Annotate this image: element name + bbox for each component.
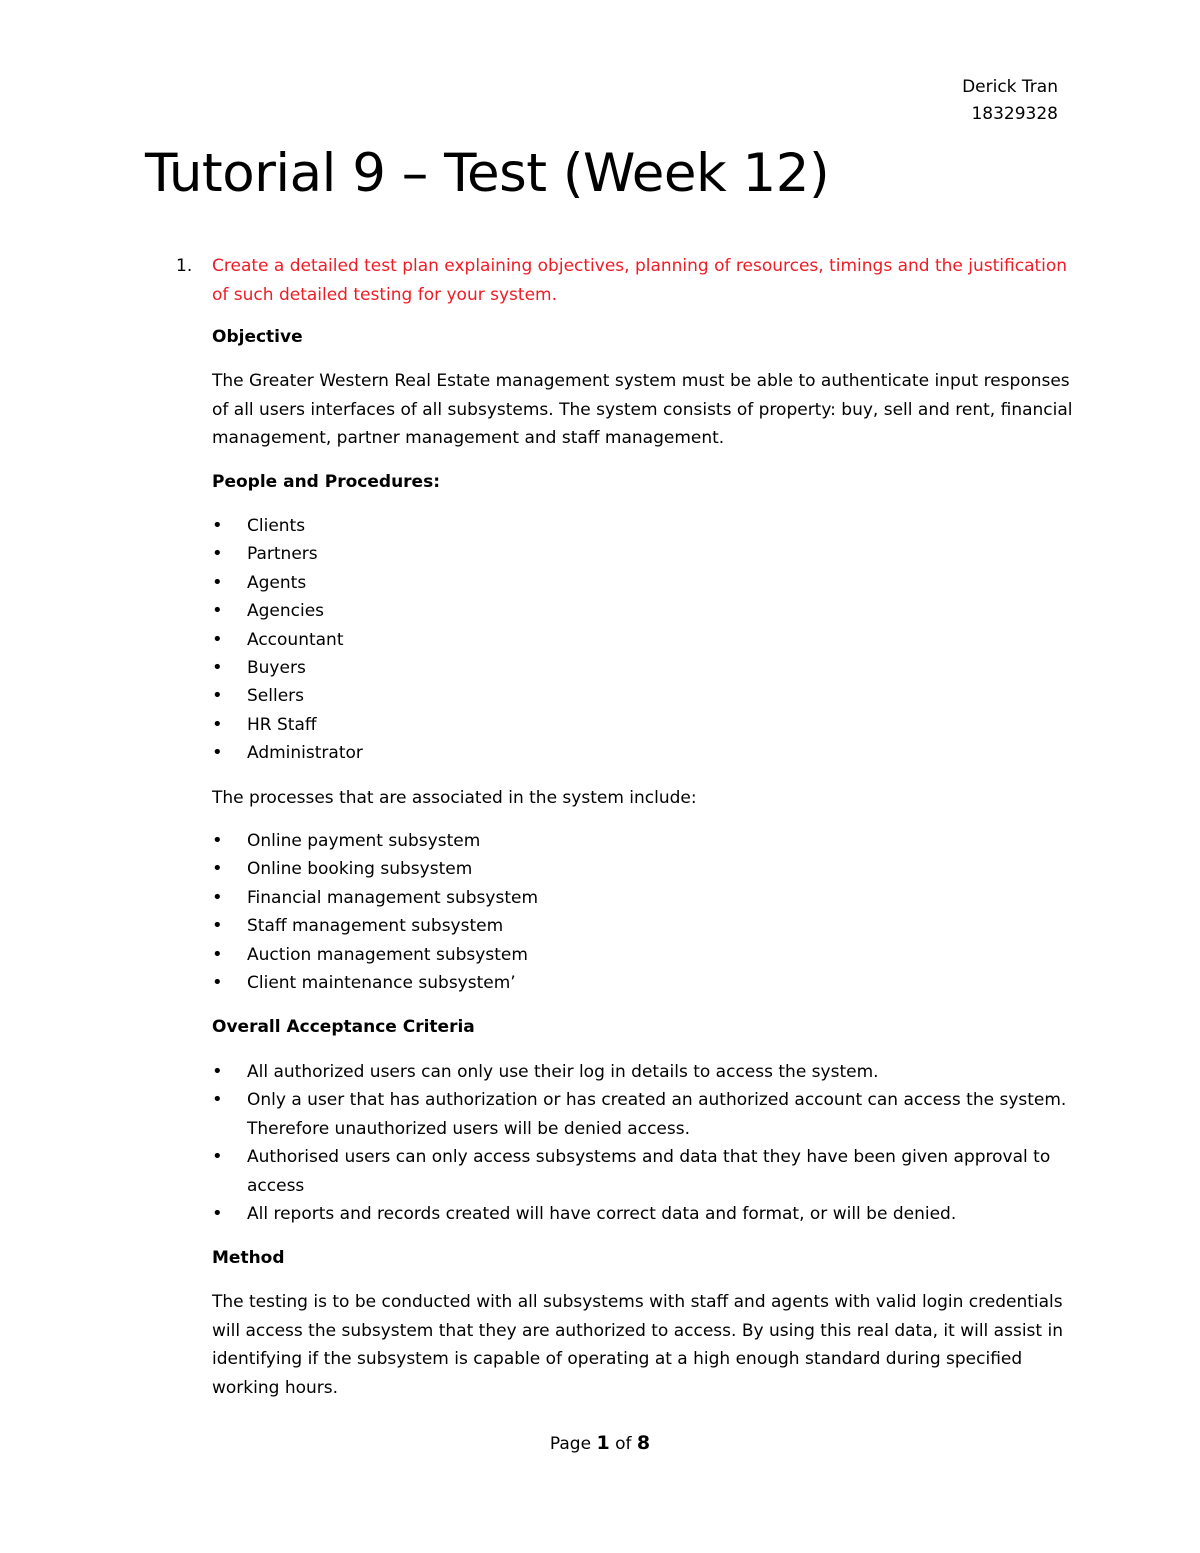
list-item: • Agents	[212, 569, 1082, 597]
list-item: • Only a user that has authorization or has created an authorized account can access the system. Therefore unauthorized users will be denied access.	[212, 1086, 1082, 1143]
list-item: • Agencies	[212, 597, 1082, 625]
list-item: • Online booking subsystem	[212, 855, 1082, 883]
method-heading: Method	[212, 1248, 285, 1268]
page-current: 1	[596, 1432, 610, 1454]
question-text: Create a detailed test plan explaining objectives, planning of resources, timings and the justification of such detailed testing for your system.	[212, 256, 1068, 305]
page-word: Page	[549, 1434, 592, 1454]
objective-text: The Greater Western Real Estate management system must be able to authenticate input responses of all users interfaces of all subsystems. The system consists of property: buy, sell and rent, financial management, partner management and staff management.	[212, 371, 1073, 448]
list-item: • Authorised users can only access subsystems and data that they have been given approval to access	[212, 1143, 1082, 1200]
criteria-heading: Overall Acceptance Criteria	[212, 1017, 475, 1037]
list-item: • All authorized users can only use their log in details to access the system.	[212, 1058, 1082, 1086]
objective-heading: Objective	[212, 327, 303, 347]
people-list	[212, 512, 1082, 768]
list-item: • Buyers	[212, 654, 1082, 682]
document-title: Tutorial 9 – Test (Week 12)	[145, 143, 830, 204]
list-item: • HR Staff	[212, 711, 1082, 739]
list-item: • Client maintenance subsystem’	[212, 969, 1082, 997]
list-item: • Accountant	[212, 626, 1082, 654]
list-item: • All reports and records created will have correct data and format, or will be denied.	[212, 1200, 1082, 1228]
question-number: 1.	[176, 256, 193, 276]
of-word: of	[615, 1434, 632, 1454]
page-header	[962, 74, 1058, 128]
people-heading: People and Procedures:	[212, 472, 441, 492]
list-item: • Online payment subsystem	[212, 827, 1082, 855]
processes-list	[212, 827, 1082, 997]
page-total: 8	[636, 1432, 651, 1454]
page-footer	[0, 1430, 1200, 1457]
method-text: The testing is to be conducted with all subsystems with staff and agents with valid login credentials will access the subsystem that they are authorized to access. By using this real data, it will assist in identifying if the subsystem is capable of operating at a high enough standard during specified working hours.	[212, 1292, 1063, 1398]
list-item: • Auction management subsystem	[212, 941, 1082, 969]
list-item: • Staff management subsystem	[212, 912, 1082, 940]
criteria-list	[212, 1058, 1082, 1228]
author-name: Derick Tran	[962, 77, 1058, 97]
student-id: 18329328	[971, 104, 1058, 124]
list-item: • Sellers	[212, 682, 1082, 710]
list-item: • Administrator	[212, 739, 1082, 767]
list-item: • Partners	[212, 540, 1082, 568]
list-item: • Clients	[212, 512, 1082, 540]
list-item: • Financial management subsystem	[212, 884, 1082, 912]
processes-intro: The processes that are associated in the system include:	[212, 788, 697, 808]
